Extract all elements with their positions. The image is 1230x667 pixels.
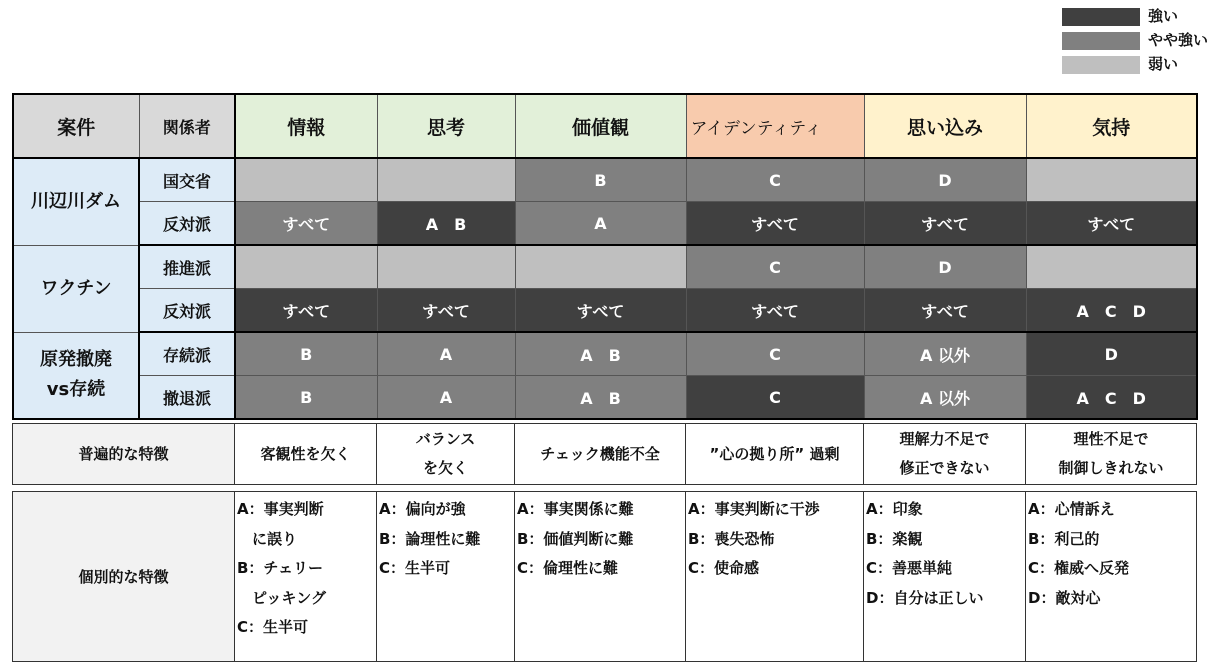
level-cell: D (1026, 332, 1197, 376)
header-column: 気持 (1026, 94, 1197, 158)
party-name: 反対派 (139, 202, 235, 246)
common-feature-line: 理性不足で (1073, 430, 1149, 448)
level-cell: A 以外 (864, 376, 1026, 420)
individual-feature-line: A：事実判断に干渉 (688, 500, 820, 518)
level-cell (377, 158, 515, 202)
individual-features-label: 個別的な特徴 (13, 492, 235, 662)
individual-feature-line: A：印象 (866, 500, 923, 518)
common-feature-line: 制御しきれない (1058, 459, 1164, 477)
table-row (13, 245, 1197, 289)
header-case: 案件 (13, 94, 139, 158)
level-cell (377, 245, 515, 289)
header-column: 思考 (377, 94, 515, 158)
common-feature (235, 424, 377, 485)
table-row (13, 202, 1197, 246)
party-name: 撤退派 (139, 376, 235, 420)
individual-feature-line: B：楽観 (866, 529, 923, 548)
level-cell: A C D (1026, 289, 1197, 333)
case-name-line: vs存続 (46, 379, 106, 401)
individual-feature-line: C：生半可 (379, 559, 451, 577)
level-cell (235, 158, 377, 202)
individual-feature-line: C：使命感 (688, 559, 760, 577)
legend-label-strong: 強い (1148, 7, 1179, 25)
party-name: 推進派 (139, 245, 235, 289)
legend-item-weak (1062, 54, 1230, 75)
common-feature (377, 424, 515, 485)
level-cell: すべて (864, 202, 1026, 246)
legend-label-medium: やや強い (1148, 31, 1209, 49)
individual-features-table (12, 491, 1197, 662)
level-cell: A (515, 202, 686, 246)
level-cell: すべて (377, 289, 515, 333)
level-cell (1026, 158, 1197, 202)
common-feature (864, 424, 1026, 485)
legend-swatch-medium (1062, 32, 1140, 50)
party-name: 国交省 (139, 158, 235, 202)
analysis-table (12, 93, 1198, 420)
common-feature-line: ”心の拠り所” 過剰 (709, 444, 840, 463)
level-cell: A B (515, 332, 686, 376)
case-name (13, 332, 139, 419)
individual-feature-line: A：心情訴え (1028, 500, 1115, 518)
level-cell: A B (515, 376, 686, 420)
individual-feature-line: B：価値判断に難 (517, 529, 634, 548)
common-feature-line: を欠く (422, 459, 468, 477)
individual-feature-line: D：自分は正しい (866, 588, 984, 607)
individual-feature-line: ピッキング (237, 588, 326, 607)
level-cell: B (235, 332, 377, 376)
level-cell (515, 245, 686, 289)
level-cell: すべて (864, 289, 1026, 333)
individual-feature (1026, 492, 1197, 662)
party-name: 反対派 (139, 289, 235, 333)
level-cell: A 以外 (864, 332, 1026, 376)
level-cell: A (377, 376, 515, 420)
individual-feature-line: B：利己的 (1028, 529, 1100, 548)
level-cell: すべて (686, 202, 864, 246)
case-name-line: 川辺川ダム (31, 190, 121, 212)
legend-item-strong (1062, 6, 1230, 27)
header-column: 価値観 (515, 94, 686, 158)
header-column: 思い込み (864, 94, 1026, 158)
individual-feature-line: B：論理性に難 (379, 529, 481, 548)
common-feature-line: 修正できない (899, 459, 990, 477)
header-related: 関係者 (139, 94, 235, 158)
individual-feature (686, 492, 864, 662)
party-name: 存続派 (139, 332, 235, 376)
table-row (13, 158, 1197, 202)
header-column: 情報 (235, 94, 377, 158)
common-feature (1026, 424, 1197, 485)
level-cell (235, 245, 377, 289)
level-cell: D (864, 245, 1026, 289)
level-cell: A (377, 332, 515, 376)
common-feature (686, 424, 864, 485)
individual-feature-line: A：事実判断 (237, 500, 324, 518)
table-row (13, 376, 1197, 420)
common-feature-line: チェック機能不全 (540, 444, 660, 463)
level-cell: A C D (1026, 376, 1197, 420)
level-cell: すべて (235, 202, 377, 246)
common-feature-line: 客観性を欠く (260, 444, 351, 463)
table-row (13, 332, 1197, 376)
common-feature (515, 424, 686, 485)
individual-feature-line: C：善悪単純 (866, 559, 953, 577)
level-cell: すべて (515, 289, 686, 333)
level-cell: A B (377, 202, 515, 246)
legend-item-medium (1062, 30, 1230, 51)
level-cell: D (864, 158, 1026, 202)
individual-feature-line: D：敵対心 (1028, 588, 1101, 607)
common-features-table (12, 423, 1197, 485)
legend-swatch-weak (1062, 56, 1140, 74)
header-row (13, 94, 1197, 158)
legend-swatch-strong (1062, 8, 1140, 26)
case-name (13, 245, 139, 332)
individual-feature-line: C：権威へ反発 (1028, 559, 1130, 577)
individual-feature (864, 492, 1026, 662)
case-name-line: ワクチン (40, 277, 112, 299)
case-name-line: 原発撤廃 (40, 349, 112, 371)
level-cell: すべて (1026, 202, 1197, 246)
individual-feature-line: B：喪失恐怖 (688, 529, 775, 548)
individual-feature-line: A：偏向が強 (379, 500, 466, 518)
level-cell: C (686, 376, 864, 420)
individual-feature-line: A：事実関係に難 (517, 500, 634, 518)
common-feature-line: 理解力不足で (899, 430, 990, 448)
individual-feature (515, 492, 686, 662)
individual-feature-line: C：生半可 (237, 618, 309, 636)
individual-feature-line: B：チェリー (237, 559, 323, 577)
individual-feature (235, 492, 377, 662)
individual-feature-line: C：倫理性に難 (517, 559, 619, 577)
level-cell: すべて (235, 289, 377, 333)
individual-feature-line: に誤り (237, 529, 298, 548)
case-name (13, 158, 139, 245)
individual-feature (377, 492, 515, 662)
level-cell: C (686, 245, 864, 289)
legend-label-weak: 弱い (1148, 55, 1179, 73)
level-cell: B (515, 158, 686, 202)
level-cell: C (686, 158, 864, 202)
level-cell: すべて (686, 289, 864, 333)
level-cell: C (686, 332, 864, 376)
header-column: アイデンティティ (686, 94, 864, 158)
common-feature-line: バランス (415, 430, 476, 448)
table-row (13, 289, 1197, 333)
common-features-label: 普遍的な特徴 (13, 424, 235, 485)
level-cell (1026, 245, 1197, 289)
level-cell: B (235, 376, 377, 420)
